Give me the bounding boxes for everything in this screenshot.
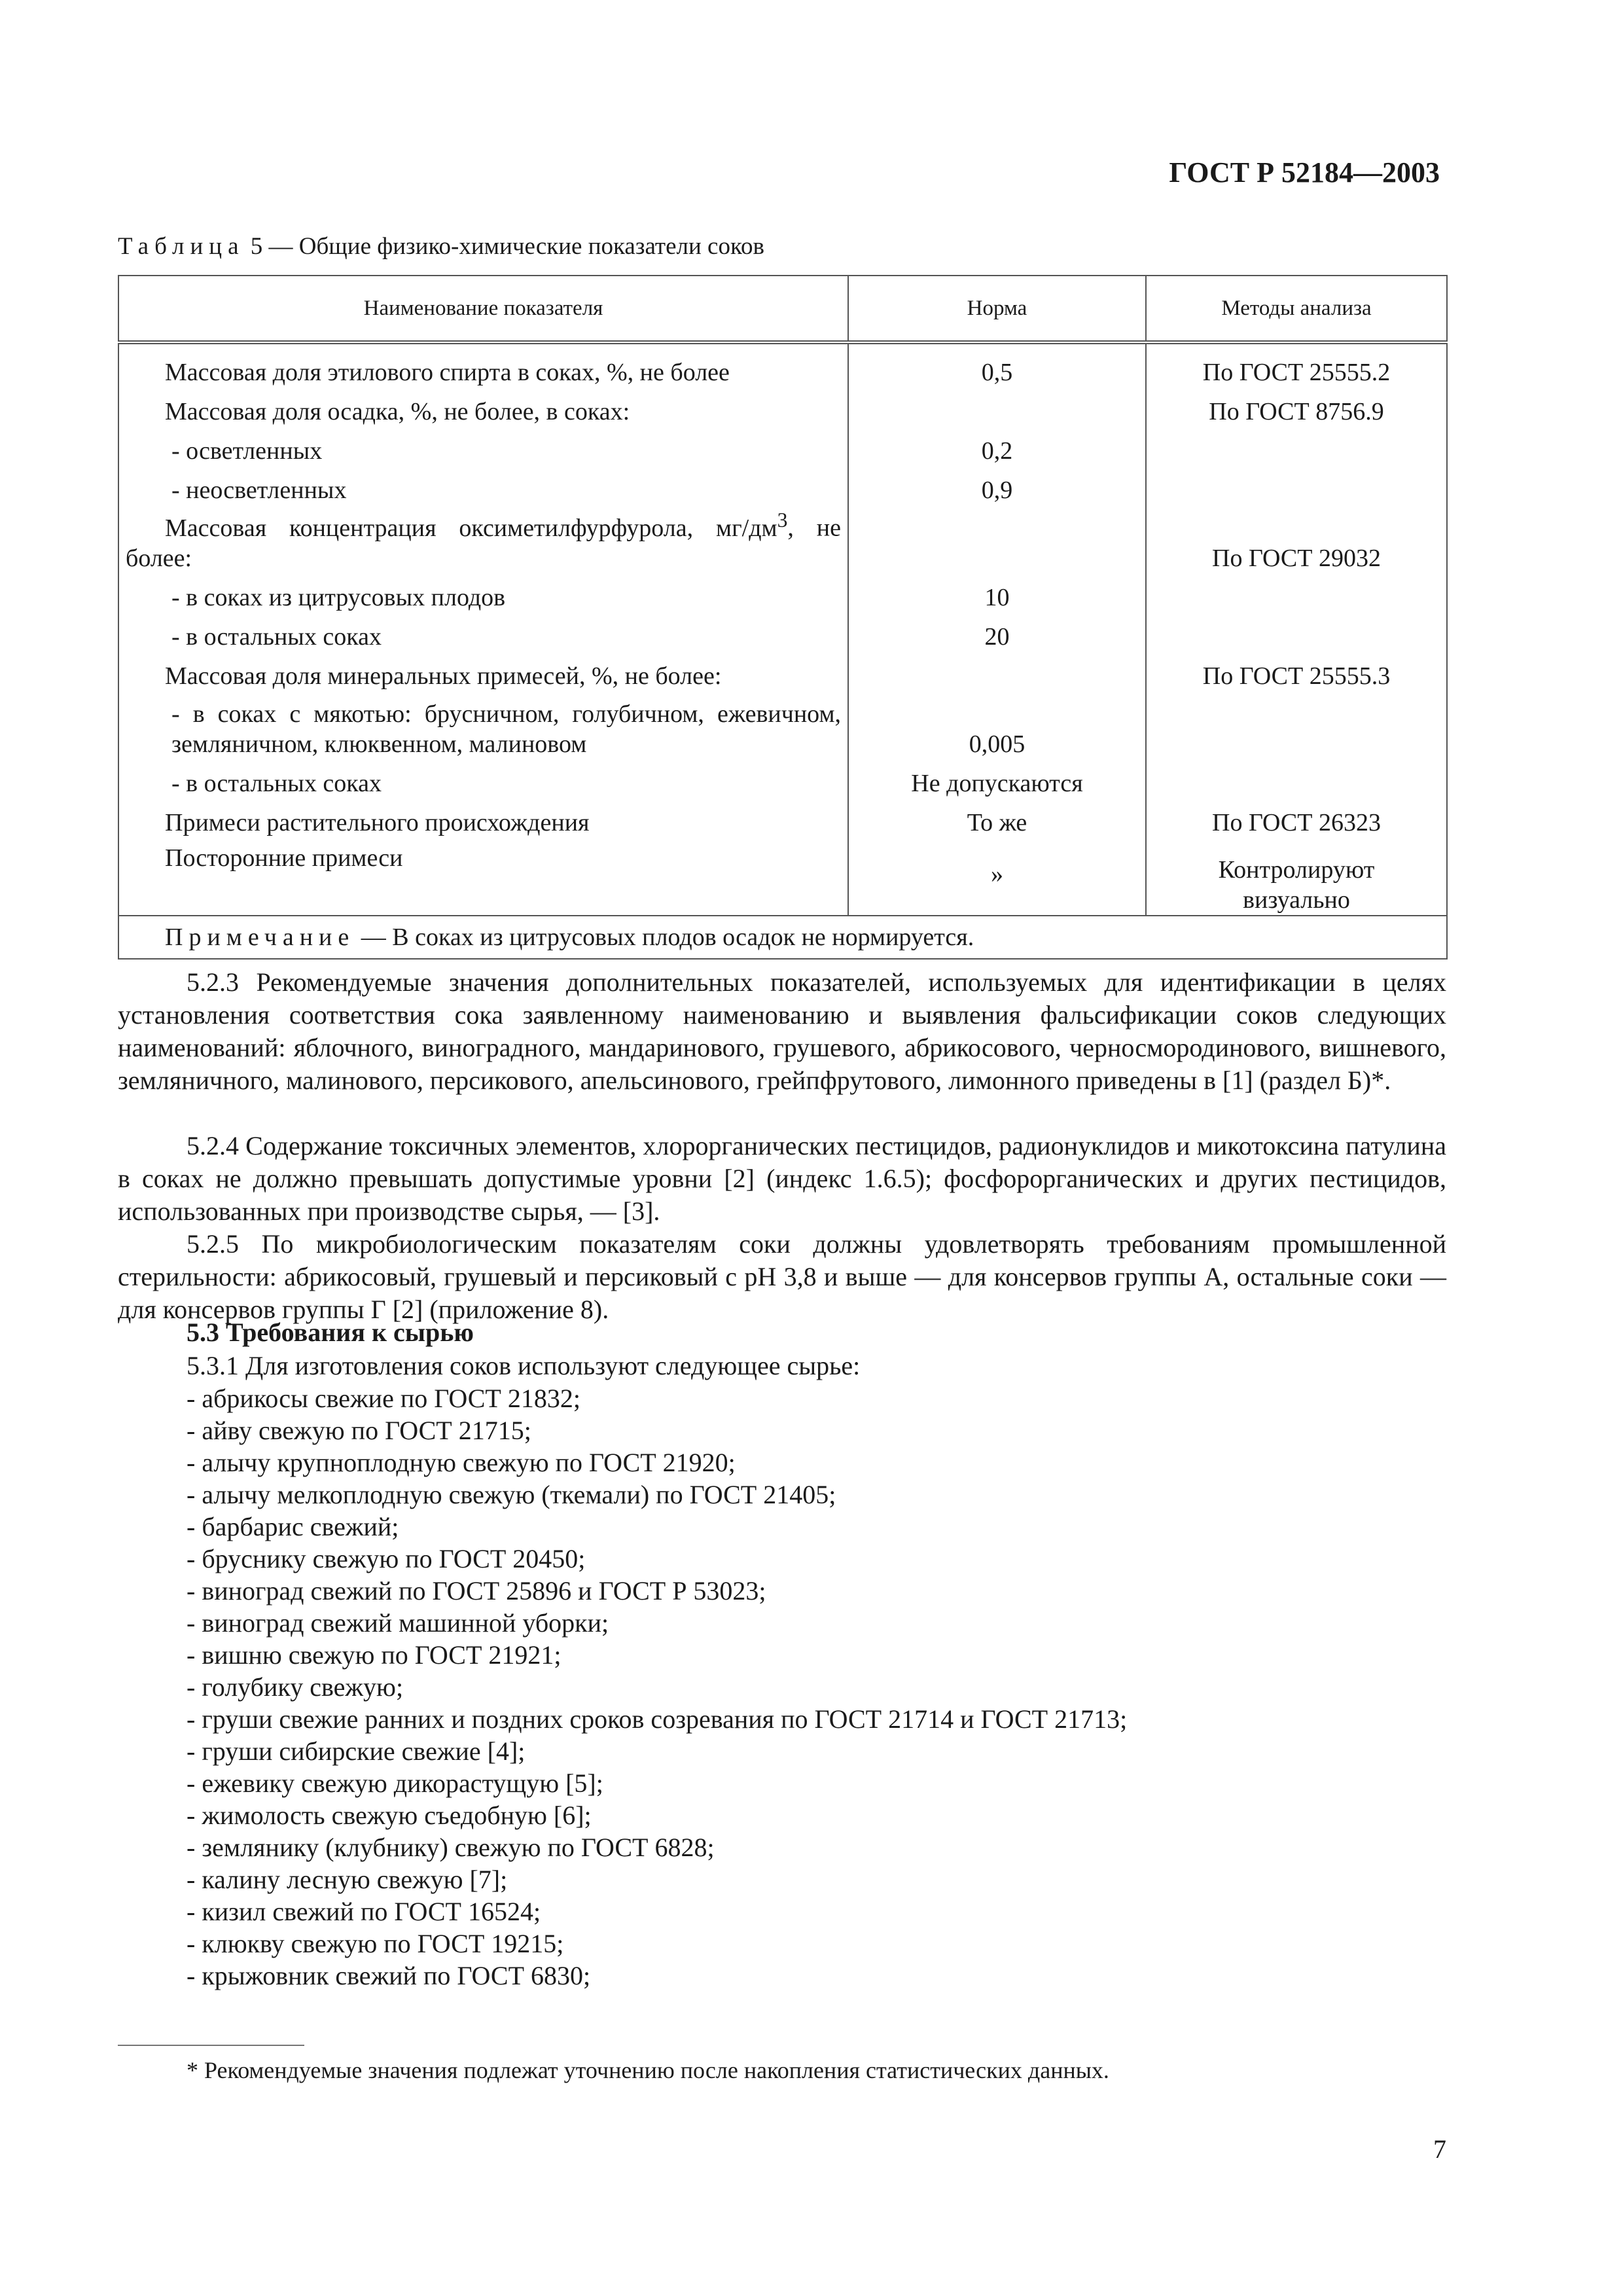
table-row: [118, 652, 1447, 691]
paragraph-5-2-5: 5.2.5 По микробиологическим показателям соки должны удовлетворять требованиям промышленной стерильности: абрикосовый, грушевый и персиковый с pH 3,8 и выше — для консервов группы А, остальные соки — для консервов группы Г [2] (приложение 8).: [118, 1229, 1446, 1324]
indicator-norm: 20: [848, 613, 1146, 652]
indicator-name: Массовая доля минеральных примесей, %, не более:: [118, 652, 848, 691]
list-item: - крыжовник свежий по ГОСТ 6830;: [187, 1961, 591, 1990]
indicator-norm: [848, 505, 1146, 573]
paragraph-5-3-1: 5.3.1 Для изготовления соков используют следующее сырье:: [187, 1351, 861, 1380]
analysis-method: [1146, 759, 1447, 798]
list-item: - бруснику свежую по ГОСТ 20450;: [187, 1544, 586, 1573]
table-row: [118, 838, 1447, 916]
column-header: Методы анализа: [1146, 276, 1447, 342]
column-header: Норма: [848, 276, 1146, 342]
analysis-method: По ГОСТ 26323: [1146, 798, 1447, 838]
indicator-name-part: , не более:: [126, 514, 842, 572]
indicator-name: - осветленных: [118, 427, 848, 466]
analysis-method: [1146, 573, 1447, 613]
section-heading-5-3: 5.3 Требования к сырью: [187, 1318, 474, 1347]
list-item: - груши сибирские свежие [4];: [187, 1736, 526, 1766]
analysis-method: По ГОСТ 25555.3: [1146, 652, 1447, 691]
list-item: - кизил свежий по ГОСТ 16524;: [187, 1897, 541, 1926]
raw-materials-list: [187, 1382, 1127, 1992]
footnote-separator: [118, 2045, 304, 2046]
paragraph-5-2-3: 5.2.3 Рекомендуемые значения дополнительных показателей, используемых для идентификации в целях установления соответствия сока заявленному наименованию и выявления фальсификации соков следующих наименований: яблочного, виноградного, мандаринового, грушевого, абрикосового, черносмородинового, вишневого, земляничного, малинового, персикового, апельсинового, грейпфрутового, лимонного приведены в [1] (раздел Б)*.: [118, 967, 1446, 1095]
list-item: - алычу мелкоплодную свежую (ткемали) по ГОСТ 21405;: [187, 1480, 836, 1509]
table-row: [118, 427, 1447, 466]
indicator-norm: »: [848, 838, 1146, 916]
document-header: ГОСТ Р 52184—2003: [1169, 156, 1440, 188]
page-number: 7: [1433, 2134, 1446, 2164]
analysis-method: Контролируют визуально: [1146, 838, 1447, 916]
analysis-method: По ГОСТ 29032: [1146, 505, 1447, 573]
table-row: [118, 573, 1447, 613]
indicator-name: [118, 505, 848, 573]
indicator-name: Примеси растительного происхождения: [118, 798, 848, 838]
indicator-name: Массовая доля этилового спирта в соках, %, не более: [118, 342, 848, 387]
indicator-name-part: Массовая концентрация оксиметилфурфурола, мг/дм: [165, 514, 777, 542]
indicator-norm: 10: [848, 573, 1146, 613]
indicator-norm: 0,005: [848, 691, 1146, 759]
list-item: - вишню свежую по ГОСТ 21921;: [187, 1640, 562, 1670]
physicochemical-table: [118, 275, 1448, 960]
list-item: - виноград свежий по ГОСТ 25896 и ГОСТ Р 53023;: [187, 1576, 766, 1605]
table-row: [118, 387, 1447, 427]
indicator-name: Массовая доля осадка, %, не более, в соках:: [118, 387, 848, 427]
list-item: - жимолость свежую съедобную [6];: [187, 1801, 592, 1830]
table-note: [118, 916, 1447, 959]
note-label: Примечание: [165, 924, 355, 951]
analysis-method: [1146, 427, 1447, 466]
indicator-norm: [848, 652, 1146, 691]
indicator-name: Посторонние примеси: [118, 838, 848, 916]
table-row: [118, 798, 1447, 838]
indicator-norm: 0,9: [848, 466, 1146, 505]
indicator-norm: [848, 387, 1146, 427]
note-text: — В соках из цитрусовых плодов осадок не нормируется.: [355, 924, 974, 951]
footnote: * Рекомендуемые значения подлежат уточнению после накопления статистических данных.: [187, 2057, 1109, 2083]
list-item: - землянику (клубнику) свежую по ГОСТ 6828;: [187, 1833, 715, 1862]
analysis-method: По ГОСТ 8756.9: [1146, 387, 1447, 427]
column-header: Наименование показателя: [118, 276, 848, 342]
analysis-method: [1146, 613, 1447, 652]
list-item: - калину лесную свежую [7];: [187, 1865, 508, 1894]
paragraph-5-2-4: 5.2.4 Содержание токсичных элементов, хлорорганических пестицидов, радионуклидов и микотоксина патулина в соках не должно превышать допустимые уровни [2] (индекс 1.6.5); фосфорорганических и других пестицидов, использованных при производстве сырья, — [3].: [118, 1131, 1446, 1226]
table-row: [118, 505, 1447, 573]
analysis-method: [1146, 691, 1447, 759]
indicator-name: - в остальных соках: [118, 759, 848, 798]
table-row: [118, 759, 1447, 798]
analysis-method: По ГОСТ 25555.2: [1146, 342, 1447, 387]
list-item: - виноград свежий машинной уборки;: [187, 1608, 609, 1638]
indicator-name: - в соках из цитрусовых плодов: [118, 573, 848, 613]
table-row: [118, 691, 1447, 759]
list-item: - барбарис свежий;: [187, 1512, 399, 1541]
list-item: - абрикосы свежие по ГОСТ 21832;: [187, 1384, 580, 1413]
list-item: - айву свежую по ГОСТ 21715;: [187, 1416, 531, 1445]
table-header-row: [118, 276, 1447, 342]
analysis-method: [1146, 466, 1447, 505]
list-item: - клюкву свежую по ГОСТ 19215;: [187, 1929, 564, 1958]
list-item: - груши свежие ранних и поздних сроков созревания по ГОСТ 21714 и ГОСТ 21713;: [187, 1704, 1128, 1734]
table-caption: [118, 232, 764, 260]
table-note-row: [118, 916, 1447, 959]
indicator-norm: 0,2: [848, 427, 1146, 466]
indicator-name: - в остальных соках: [118, 613, 848, 652]
list-item: - голубику свежую;: [187, 1672, 404, 1702]
indicator-norm: Не допускаются: [848, 759, 1146, 798]
superscript-3: 3: [777, 509, 788, 532]
list-item: - ежевику свежую дикорастущую [5];: [187, 1768, 603, 1798]
indicator-norm: То же: [848, 798, 1146, 838]
indicator-norm: 0,5: [848, 342, 1146, 387]
table-caption-label: Таблица: [118, 233, 245, 260]
table-row: [118, 613, 1447, 652]
table-caption-text: 5 — Общие физико-химические показатели соков: [244, 233, 765, 260]
indicator-name: - в соках с мякотью: брусничном, голубичном, ежевичном, земляничном, клюквенном, малиновом: [118, 691, 848, 759]
indicator-name: - неосветленных: [118, 466, 848, 505]
table-row: [118, 466, 1447, 505]
table-row: [118, 342, 1447, 387]
list-item: - алычу крупноплодную свежую по ГОСТ 21920;: [187, 1448, 736, 1477]
